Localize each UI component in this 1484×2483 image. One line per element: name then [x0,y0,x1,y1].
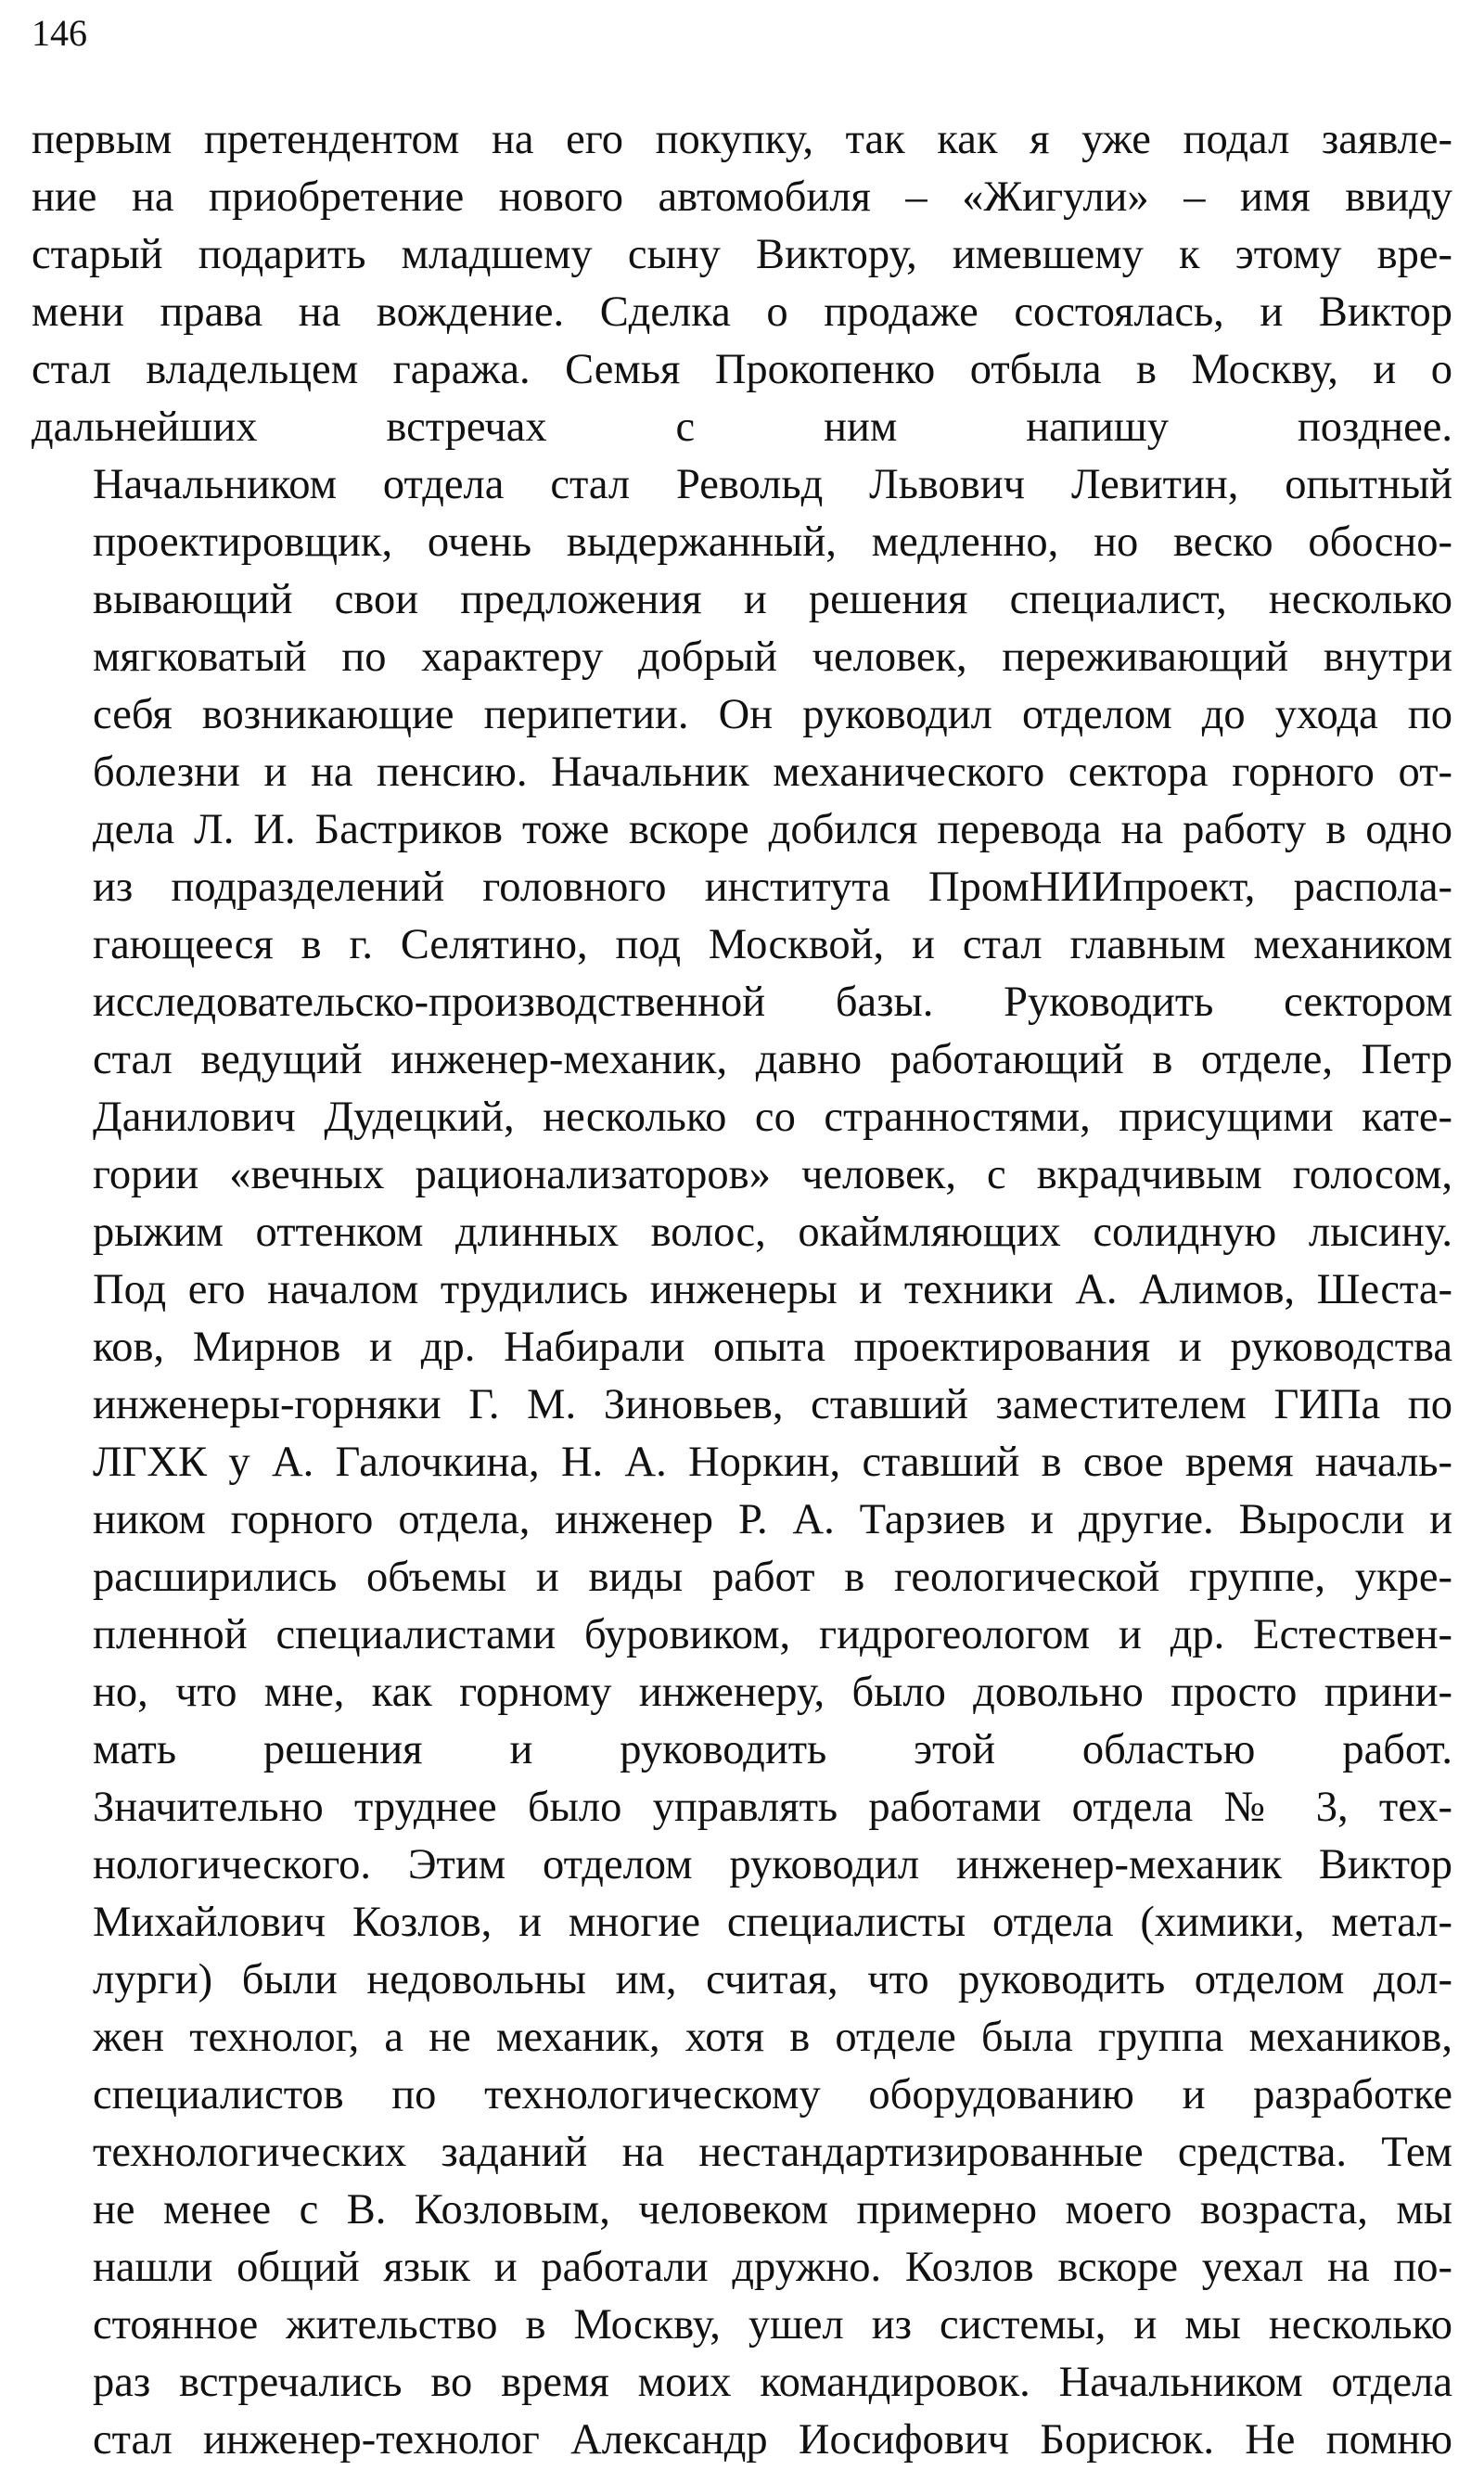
text-line: стал инженер-технолог Александр Иосифович Борисюк. Не помню [93,2416,1452,2464]
text-line: но, что мне, как горному инженеру, было довольно просто прини- [93,1669,1452,1716]
page-number: 146 [32,12,87,54]
text-line: ков, Мирнов и др. Набирали опыта проектирования и руководства [93,1324,1452,1371]
text-line: дела Л. И. Бастриков тоже вскоре добился перевода на работу в одно [93,806,1452,853]
paragraph [32,1779,1452,2469]
text-line: нашли общий язык и работали дружно. Козлов вскоре уехал на по- [93,2244,1452,2291]
text-line: расширились объемы и виды работ в геологической группе, укре- [93,1554,1452,1601]
text-line: Начальником отдела стал Револьд Львович Левитин, опытный [93,461,1452,508]
text-line: рыжим оттенком длинных волос, окаймляющих солидную лысину. [93,1209,1452,1256]
text-line: вывающий свои предложения и решения специалист, несколько [93,576,1452,623]
text-line: инженеры-горняки Г. М. Зиновьев, ставший заместителем ГИПа по [93,1381,1452,1428]
text-line: из подразделений головного института ПромНИИпроект, распола- [93,864,1452,911]
text-line: проектировщик, очень выдержанный, медленно, но веско обосно- [93,518,1452,566]
text-line: дальнейших встречах с ним напишу позднее. [32,403,1452,451]
text-line: себя возникающие перипетии. Он руководил отделом до ухода по [93,691,1452,738]
text-line: пленной специалистами буровиком, гидрогеологом и др. Естествен- [93,1611,1452,1658]
text-line: исследовательско-производственной базы. Руководить сектором [93,979,1452,1026]
text-line: старый подарить младшему сыну Виктору, имевшему к этому вре- [32,231,1452,278]
text-line: Под его началом трудились инженеры и техники А. Алимов, Шеста- [93,1266,1452,1313]
body-text [32,111,1452,2469]
text-line: стоянное жительство в Москву, ушел из системы, и мы несколько [93,2301,1452,2349]
text-line: технологических заданий на нестандартизированные средства. Тем [93,2129,1452,2176]
text-line: не менее с В. Козловым, человеком примерно моего возраста, мы [93,2186,1452,2233]
text-line: раз встречались во время моих командировок. Начальником отдела [93,2359,1452,2406]
text-line: болезни и на пенсию. Начальник механического сектора горного от- [93,749,1452,796]
text-line: жен технолог, а не механик, хотя в отделе была группа механиков, [93,2014,1452,2061]
text-line: Михайлович Козлов, и многие специалисты отдела (химики, метал- [93,1899,1452,1946]
text-line: гающееся в г. Селятино, под Москвой, и стал главным механиком [93,921,1452,968]
text-line: первым претендентом на его покупку, так как я уже подал заявле- [32,116,1452,163]
text-line: Данилович Дудецкий, несколько со странностями, присущими кате- [93,1094,1452,1141]
paragraph [32,456,1452,1779]
text-line: ЛГХК у А. Галочкина, Н. А. Норкин, ставший в свое время началь- [93,1439,1452,1486]
text-line: стал ведущий инженер-механик, давно работающий в отделе, Петр [93,1036,1452,1083]
text-line: мягковатый по характеру добрый человек, переживающий внутри [93,634,1452,681]
text-line: Значительно труднее было управлять работами отдела № 3, тех- [93,1784,1452,1831]
paragraph [32,111,1452,456]
text-line: мени права на вождение. Сделка о продаже состоялась, и Виктор [32,288,1452,336]
text-line: ником горного отдела, инженер Р. А. Тарзиев и другие. Выросли и [93,1496,1452,1543]
text-line: мать решения и руководить этой областью работ. [93,1726,1452,1773]
text-line: гории «вечных рационализаторов» человек, с вкрадчивым голосом, [93,1151,1452,1198]
text-line: стал владельцем гаража. Семья Прокопенко отбыла в Москву, и о [32,346,1452,393]
text-line: нологического. Этим отделом руководил инженер-механик Виктор [93,1841,1452,1888]
text-line: ние на приобретение нового автомобиля – «Жигули» – имя ввиду [32,173,1452,221]
text-line: лурги) были недовольны им, считая, что руководить отделом дол- [93,1956,1452,2003]
text-line: специалистов по технологическому оборудованию и разработке [93,2071,1452,2118]
